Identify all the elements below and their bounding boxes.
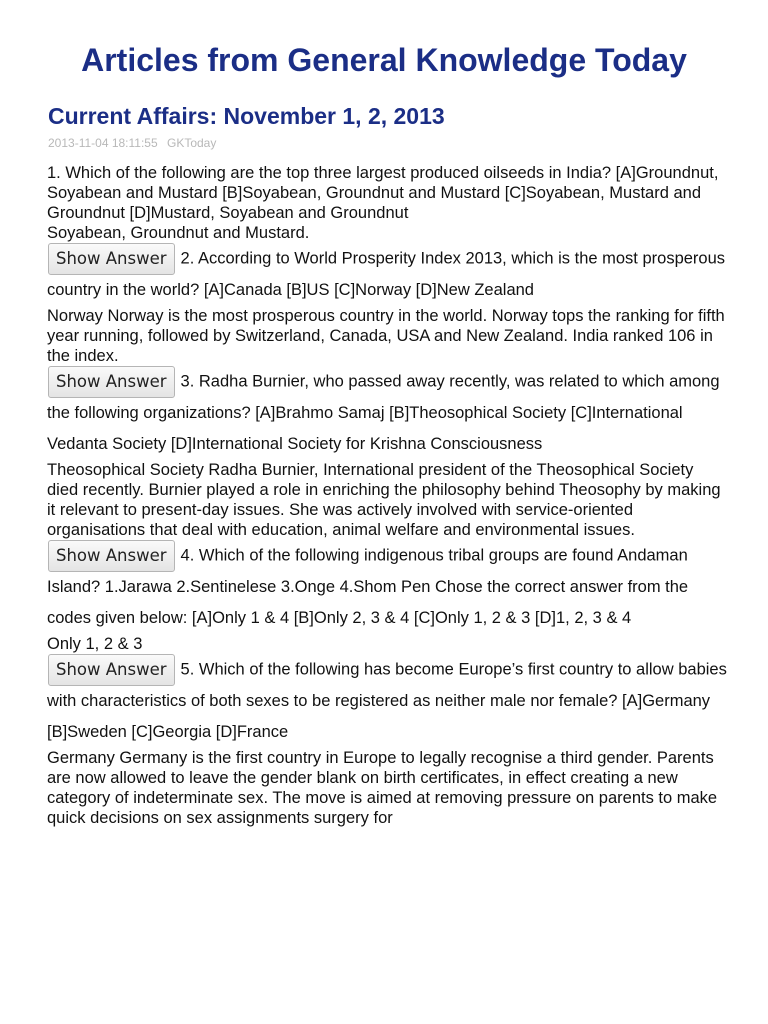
question-text: 5. Which of the following has become Europe’s first country to allow babies with characteristics of both sexes to be registered as neither male nor female? [A]Germany [B]Sweden [C]Georgia [D]France <box>47 660 727 741</box>
answer-3: Theosophical Society Radha Burnier, International president of the Theosophical Society died recently. Burnier played a role in enriching the philosophy behind Theosophy by making it relevant to present-day issues. She was actively involved with service-oriented organisations that deal with education, animal welfare and environmental issues. <box>47 461 721 539</box>
show-answer-button[interactable]: Show Answer <box>48 540 175 572</box>
question-text: 2. According to World Prosperity Index 2013, which is the most prosperous country in the world? [A]Canada [B]US [C]Norway [D]New Zealand <box>47 249 726 299</box>
question-1: 1. Which of the following are the top three largest produced oilseeds in India? [A]Groundnut, Soyabean and Mustard [B]Soyabean, Groundnut and Mustard [C]Soyabean, Mustard and Groundnut [D]Mustard, Soyabean and Groundnut <box>47 164 719 222</box>
show-answer-button[interactable]: Show Answer <box>48 654 175 686</box>
answer-5: Germany Germany is the first country in Europe to legally recognise a third gender. Parents are now allowed to leave the gender blank on birth certificates, in effect creating a new category of indeterminate sex. The move is aimed at removing pressure on parents to make quick decisions on sex assignments surgery for <box>47 749 718 827</box>
article-date: 2013-11-04 18:11:55 <box>48 136 158 150</box>
question-text: 3. Radha Burnier, who passed away recently, was related to which among the following organizations? [A]Brahmo Samaj [B]Theosophical Society [C]International Vedanta Society [D]International Society for Krishna Consciousness <box>47 372 720 453</box>
show-answer-button[interactable]: Show Answer <box>48 366 175 398</box>
question-5 <box>47 654 727 748</box>
show-answer-button[interactable]: Show Answer <box>48 243 175 275</box>
question-text: 4. Which of the following indigenous tribal groups are found Andaman Island? 1.Jarawa 2.Sentinelese 3.Onge 4.Shom Pen Chose the correct answer from the codes given below: [A]Only 1 & 4 [B]Only 2, 3 & 4 [C]Only 1, 2 & 3 [D]1, 2, 3 & 4 <box>47 546 689 627</box>
question-3 <box>47 366 727 460</box>
article-meta <box>48 136 216 150</box>
answer-4: Only 1, 2 & 3 <box>47 635 143 653</box>
article-body <box>47 163 727 828</box>
question-4 <box>47 540 727 634</box>
article-title: Current Affairs: November 1, 2, 2013 <box>48 103 445 129</box>
question-2 <box>47 243 727 306</box>
answer-1: Soyabean, Groundnut and Mustard. <box>47 224 310 242</box>
answer-2: Norway Norway is the most prosperous country in the world. Norway tops the ranking for fifth year running, followed by Switzerland, Canada, USA and New Zealand. India ranked 106 in the index. <box>47 307 725 365</box>
article-author: GKToday <box>167 136 217 150</box>
site-title: Articles from General Knowledge Today <box>81 42 687 78</box>
